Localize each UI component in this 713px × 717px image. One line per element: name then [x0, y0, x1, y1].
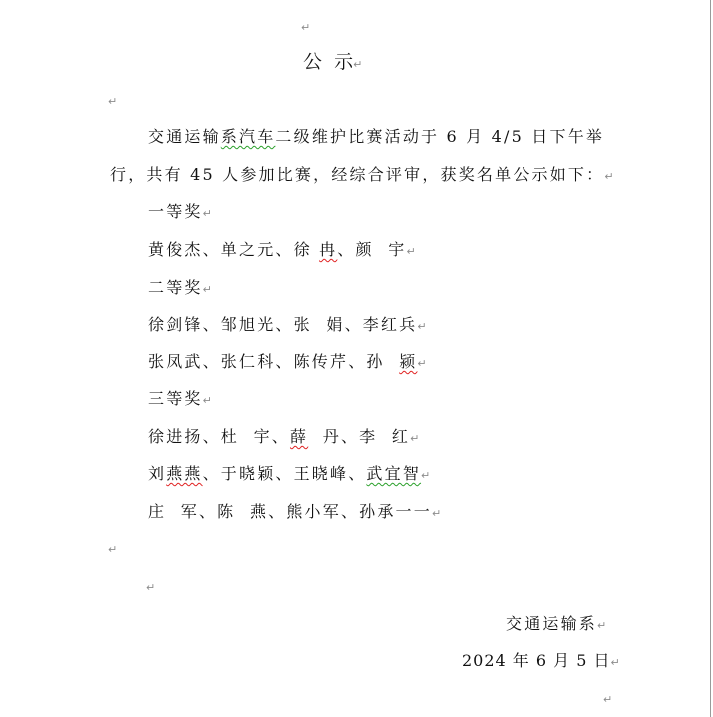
text-run: 、于晓颖、王晓峰、	[202, 464, 367, 483]
paragraph-mark: ↵	[108, 95, 118, 108]
paragraph-mark: ↵	[421, 469, 431, 482]
second-prize-names-1[interactable]	[148, 315, 427, 337]
announcement-line-1[interactable]	[148, 127, 604, 147]
paragraph-mark: ↵	[417, 357, 427, 370]
document-title[interactable]	[303, 52, 362, 75]
paragraph-mark: ↵	[108, 543, 118, 556]
spelling-flagged-text: 冉	[319, 240, 338, 259]
text-run: 、颜 宇	[337, 240, 407, 259]
text-run: 徐剑锋、邹旭光、张 娟、李红兵	[148, 315, 418, 334]
first-prize-heading[interactable]	[148, 202, 212, 224]
title-text: 公 示	[303, 51, 354, 73]
spelling-flagged-text: 薛	[289, 427, 309, 446]
paragraph-mark: ↵	[202, 394, 212, 407]
third-prize-names-1[interactable]	[148, 427, 419, 449]
signature-date[interactable]	[462, 651, 620, 673]
paragraph-mark: ↵	[301, 21, 311, 34]
text-run: 徐进扬、杜 宇、	[148, 427, 290, 446]
paragraph-mark: ↵	[417, 320, 427, 333]
signature-org[interactable]	[506, 614, 606, 636]
paragraph-mark: ↵	[410, 432, 420, 445]
paragraph-mark: ↵	[146, 581, 156, 594]
paragraph-mark: ↵	[604, 170, 614, 183]
paragraph-mark: ↵	[431, 507, 442, 520]
spelling-flagged-text: 燕燕	[166, 464, 203, 483]
paragraph-mark: ↵	[406, 245, 416, 258]
paragraph-mark: ↵	[603, 693, 613, 706]
third-prize-names-3[interactable]	[148, 502, 441, 524]
heading-text: 一等奖	[148, 202, 203, 221]
paragraph-mark: ↵	[597, 619, 607, 632]
third-prize-heading[interactable]	[148, 389, 212, 411]
paragraph-mark: ↵	[610, 656, 620, 669]
second-prize-names-2[interactable]	[148, 352, 427, 374]
paragraph-mark: ↵	[202, 283, 212, 296]
text-run: 丹、李 红	[308, 427, 411, 446]
text-run: 张凤武、张仁科、陈传芹、孙	[148, 352, 400, 371]
text-run: 刘	[148, 464, 167, 483]
grammar-flagged-text: 武宜智	[366, 464, 422, 483]
page-edge	[710, 0, 711, 717]
third-prize-names-2[interactable]	[148, 464, 430, 486]
grammar-flagged-text: 系汽车	[220, 127, 276, 146]
text-run: 交通运输系	[506, 614, 598, 633]
spelling-flagged-text: 颍	[399, 352, 418, 371]
heading-text: 三等奖	[148, 389, 203, 408]
heading-text: 二等奖	[148, 278, 203, 297]
paragraph-mark: ↵	[353, 58, 363, 71]
text-run: 行，共有 45 人参加比赛，经综合评审，获奖名单公示如下：	[110, 165, 605, 184]
second-prize-heading[interactable]	[148, 278, 212, 300]
text-run: 交通运输	[148, 127, 221, 146]
text-run: 二级维护比赛活动于 6 月 4/5 日下午举	[275, 127, 605, 146]
text-run: 黄俊杰、单之元、徐	[148, 240, 320, 259]
paragraph-mark: ↵	[202, 207, 212, 220]
text-run: 庄 军、陈 燕、熊小军、孙承一一	[148, 502, 432, 521]
text-run: 2024 年 6 月 5 日	[462, 651, 611, 670]
first-prize-names[interactable]	[148, 240, 416, 262]
announcement-line-2[interactable]	[110, 165, 614, 187]
